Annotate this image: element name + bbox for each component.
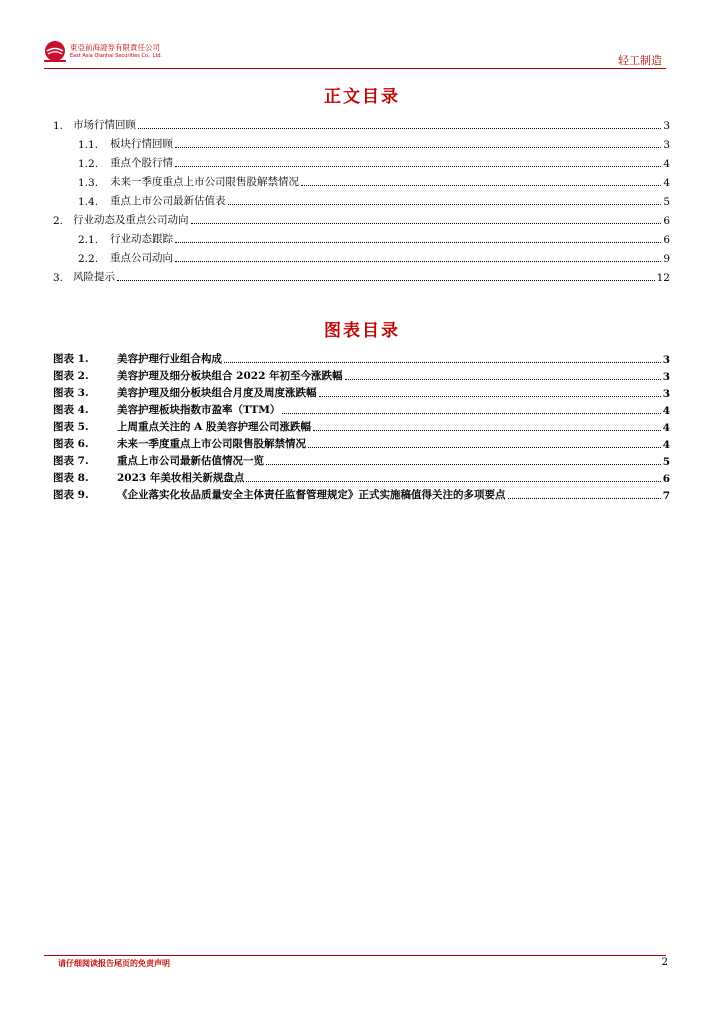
figure-entry-text: 2023 年美妆相关新规盘点: [117, 472, 245, 484]
toc-entry-page: 5: [663, 196, 670, 208]
figure-entry-label: 图表 3.: [53, 387, 89, 399]
figure-entry[interactable]: [53, 488, 670, 502]
toc-leader-dots: [313, 430, 661, 431]
toc-entry-page: 6: [663, 234, 670, 246]
figure-entry[interactable]: [53, 437, 670, 451]
figure-entry-page: 6: [662, 473, 670, 485]
figure-entry-page: 4: [662, 422, 670, 434]
toc-entry[interactable]: [78, 232, 670, 246]
figure-entry-page: 4: [662, 439, 670, 451]
footer-divider: [44, 955, 666, 956]
figure-entry-label: 图表 5.: [53, 421, 89, 433]
toc-entry-number: 1.2.: [78, 158, 99, 170]
toc-entry-text: 重点公司动向: [110, 252, 173, 264]
toc-leader-dots: [138, 128, 661, 129]
toc-entry[interactable]: [53, 270, 670, 284]
toc-entry-number: 2.1.: [78, 234, 99, 246]
toc-entry[interactable]: [53, 118, 670, 132]
toc-entry-number: 3.: [53, 272, 64, 284]
figure-entry-text: 美容护理及细分板块组合 2022 年初至今涨跌幅: [117, 370, 343, 382]
toc-entry[interactable]: [78, 156, 670, 170]
figure-entry-page: 7: [662, 490, 670, 502]
toc-leader-dots: [175, 147, 661, 148]
figure-entry-text: 上周重点关注的 A 股美容护理公司涨跌幅: [117, 421, 311, 433]
toc-leader-dots: [508, 498, 661, 499]
toc-entry-page: 9: [663, 253, 670, 265]
toc-entry-text: 行业动态及重点公司动向: [73, 214, 189, 226]
toc-entry-text: 板块行情回顾: [110, 138, 173, 150]
toc-entry-text: 行业动态跟踪: [110, 233, 173, 245]
figure-entry-label: 图表 2.: [53, 370, 89, 382]
disclaimer-note: 请仔细阅读报告尾页的免责声明: [58, 958, 170, 968]
toc-leader-dots: [224, 362, 661, 363]
toc-entry-number: 2.: [53, 215, 64, 227]
figure-entry[interactable]: [53, 403, 670, 417]
toc-leader-dots: [117, 280, 655, 281]
industry-label: 轻工制造: [618, 54, 662, 67]
toc-entry-page: 12: [656, 272, 670, 284]
toc-entry-text: 未来一季度重点上市公司限售股解禁情况: [110, 176, 299, 188]
header-divider: [44, 68, 666, 69]
toc-leader-dots: [345, 379, 661, 380]
toc-entry-number: 1.: [53, 120, 64, 132]
toc-leader-dots: [191, 223, 662, 224]
figure-entry-text: 重点上市公司最新估值情况一览: [117, 455, 264, 467]
toc-entry-text: 市场行情回顾: [73, 119, 136, 131]
toc-leader-dots: [266, 464, 661, 465]
page-header: [44, 40, 666, 70]
toc-entry-text: 重点上市公司最新估值表: [110, 195, 226, 207]
company-logo-icon: [44, 40, 66, 62]
figure-entry-page: 3: [662, 388, 670, 400]
toc-entry-page: 3: [663, 120, 670, 132]
figure-entry-page: 3: [662, 371, 670, 383]
toc-entry-page: 6: [663, 215, 670, 227]
toc-entry-text: 风险提示: [73, 271, 115, 283]
figure-entry-page: 3: [662, 354, 670, 366]
toc-leader-dots: [319, 396, 661, 397]
figure-entry[interactable]: [53, 352, 670, 366]
figure-entry[interactable]: [53, 454, 670, 468]
figure-entry-label: 图表 8.: [53, 472, 89, 484]
toc-entry-page: 4: [663, 158, 670, 170]
toc-leader-dots: [175, 166, 661, 167]
figure-entry-label: 图表 1.: [53, 353, 89, 365]
figure-entry[interactable]: [53, 386, 670, 400]
figure-entry-label: 图表 6.: [53, 438, 89, 450]
toc-leader-dots: [175, 261, 661, 262]
page-number: 2: [661, 957, 668, 968]
figure-entry[interactable]: [53, 369, 670, 383]
toc-title: 正文目录: [324, 87, 400, 107]
toc-leader-dots: [228, 204, 662, 205]
figure-entry-text: 未来一季度重点上市公司限售股解禁情况: [117, 438, 306, 450]
toc-leader-dots: [282, 413, 660, 414]
figure-entry-label: 图表 4.: [53, 404, 89, 416]
toc-entry[interactable]: [78, 137, 670, 151]
figure-entry-label: 图表 7.: [53, 455, 89, 467]
toc-entry-page: 3: [663, 139, 670, 151]
toc-entry-number: 1.3.: [78, 177, 99, 189]
company-name-en: East Asia Qianhai Securities Co., Ltd.: [70, 53, 163, 59]
figure-entry-page: 4: [662, 405, 670, 417]
figure-entry-page: 5: [662, 456, 670, 468]
figure-entry-text: 美容护理行业组合构成: [117, 353, 222, 365]
figures-toc-title: 图表目录: [324, 321, 400, 341]
toc-entry-page: 4: [663, 177, 670, 189]
toc-entry-number: 1.1.: [78, 139, 99, 151]
figure-entry-text: 美容护理及细分板块组合月度及周度涨跌幅: [117, 387, 317, 399]
toc-leader-dots: [301, 185, 661, 186]
toc-entry[interactable]: [53, 213, 670, 227]
toc-entry[interactable]: [78, 251, 670, 265]
figure-entry-text: 美容护理板块指数市盈率（TTM）: [117, 404, 281, 416]
toc-entry-number: 1.4.: [78, 196, 99, 208]
figure-entry[interactable]: [53, 471, 670, 485]
toc-entry[interactable]: [78, 194, 670, 208]
figure-entry-text: 《企业落实化妆品质量安全主体责任监督管理规定》正式实施稿值得关注的多项要点: [117, 489, 506, 501]
toc-leader-dots: [246, 481, 660, 482]
toc-entry-text: 重点个股行情: [110, 157, 173, 169]
toc-leader-dots: [175, 242, 661, 243]
figure-entry[interactable]: [53, 420, 670, 434]
figure-entry-label: 图表 9.: [53, 489, 89, 501]
company-name-cn: 東亞前海證券有限責任公司: [70, 43, 160, 52]
toc-leader-dots: [308, 447, 661, 448]
toc-entry-number: 2.2.: [78, 253, 99, 265]
toc-entry[interactable]: [78, 175, 670, 189]
